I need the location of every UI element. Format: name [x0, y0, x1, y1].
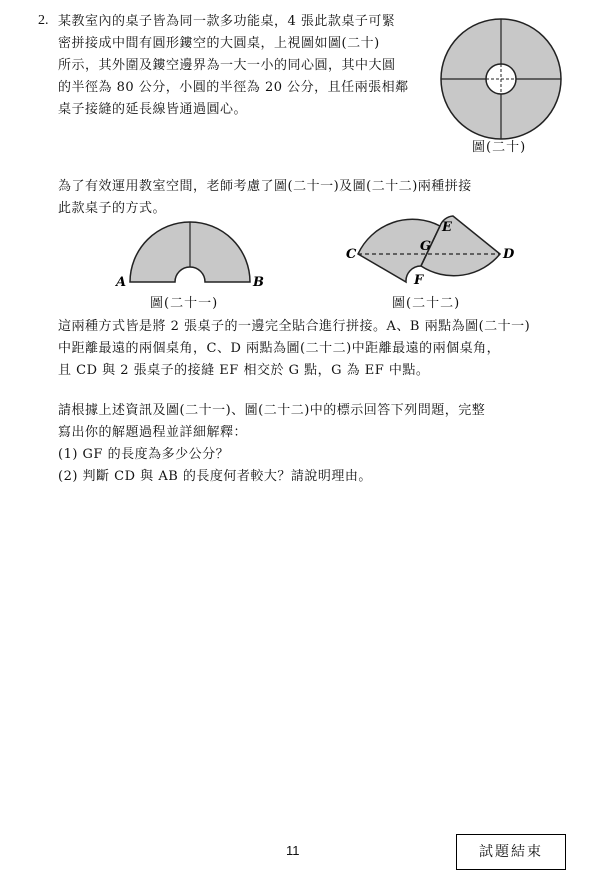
text-line: 中距離最遠的兩個桌角，C、D 兩點為圖(二十二)中距離最遠的兩個桌角，: [58, 341, 501, 356]
label-d: D: [503, 247, 515, 262]
text-line: 且 CD 與 2 張桌子的接縫 EF 相交於 G 點，G 為 EF 中點。: [58, 363, 430, 378]
label-b: B: [253, 275, 264, 290]
text-line: 桌子接縫的延長線皆通過圓心。: [58, 102, 248, 117]
question-intro: [58, 11, 438, 121]
label-f: F: [414, 273, 424, 288]
text-line: 寫出你的解題過程並詳細解釋：: [58, 425, 248, 440]
paragraph-4: [58, 400, 578, 444]
end-of-exam-box: 試題結束: [456, 834, 566, 870]
label-e: E: [442, 220, 452, 235]
text-line: 這兩種方式皆是將 2 張桌子的一邊完全貼合進行拼接。A、B 兩點為圖(二十一): [58, 319, 531, 334]
sub-question-2: (2) 判斷 CD 與 AB 的長度何者較大？請說明理由。: [58, 469, 372, 484]
paragraph-3: [58, 316, 578, 382]
question-number: 2.: [38, 13, 49, 28]
figure-22-butterfly: [340, 212, 530, 294]
label-g: G: [420, 239, 432, 254]
sub-questions: [58, 444, 578, 488]
text-line: 所示，其外圍及鏤空邊界為一大一小的同心圓，其中大圓: [58, 58, 396, 73]
text-line: 密拼接成中間有圓形鏤空的大圓桌，上視圖如圖(二十): [58, 36, 380, 51]
figure-20-round-table: [436, 14, 566, 144]
page-number: 11: [286, 843, 300, 858]
figure-21-semicircle: [112, 216, 272, 292]
text-line: 請根據上述資訊及圖(二十一)、圖(二十二)中的標示回答下列問題，完整: [58, 403, 486, 418]
text-line: 某教室內的桌子皆為同一款多功能桌，4 張此款桌子可緊: [58, 14, 396, 29]
text-line: 的半徑為 80 公分，小圓的半徑為 20 公分，且任兩張相鄰: [58, 80, 409, 95]
sub-question-1: (1) GF 的長度為多少公分？: [58, 447, 230, 462]
figure-22-caption: 圖(二十二): [392, 296, 461, 311]
figure-21-caption: 圖(二十一): [150, 296, 219, 311]
text-line: 此款桌子的方式。: [58, 201, 167, 216]
label-a: A: [116, 275, 127, 290]
text-line: 為了有效運用教室空間，老師考慮了圖(二十一)及圖(二十二)兩種拼接: [58, 179, 472, 194]
label-c: C: [346, 247, 357, 262]
figure-20-caption: 圖(二十): [472, 140, 527, 155]
